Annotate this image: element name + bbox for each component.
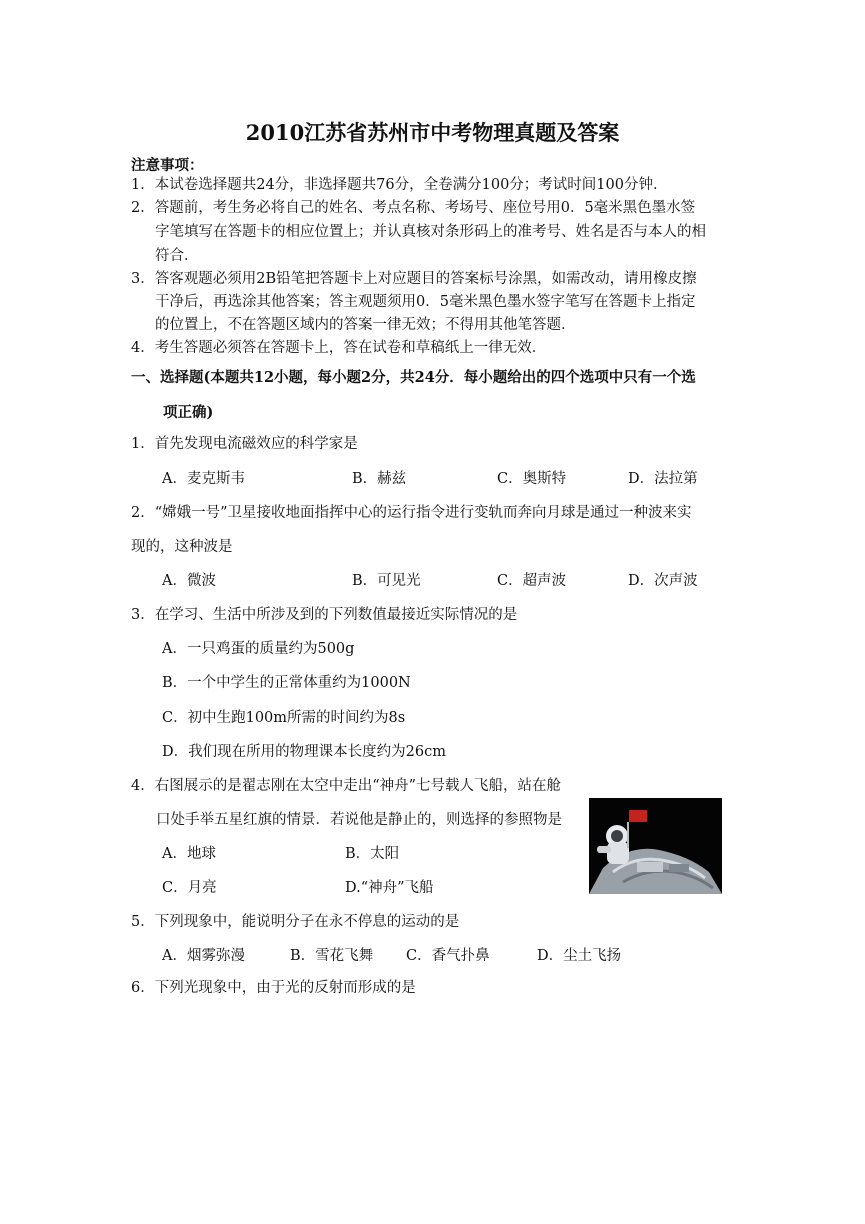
question-2-option-a: A．微波	[162, 573, 216, 589]
question-5-option-b: B．雪花飞舞	[290, 948, 374, 964]
section-heading-line-2: 项正确)	[163, 404, 214, 421]
question-4-option-d: D.“神舟”飞船	[345, 880, 434, 896]
question-5-option-d: D．尘土飞扬	[537, 948, 622, 964]
question-2-option-b: B．可见光	[352, 573, 421, 589]
question-5-option-c: C．香气扑鼻	[406, 948, 490, 964]
question-1-stem: 1．首先发现电流磁效应的科学家是	[131, 436, 358, 452]
notice-item-3-line-2: 干净后，再选涂其他答案；答主观题须用0．5毫米黑色墨水签字笔写在答题卡上指定	[155, 294, 696, 310]
question-3-option-d: D．我们现在所用的物理课本长度约为26cm	[162, 744, 446, 760]
question-4-stem-line-1: 4．右图展示的是翟志刚在太空中走出“神舟”七号载人飞船，站在舱	[131, 778, 562, 794]
question-2-stem-line-1: 2．“嫦娥一号”卫星接收地面指挥中心的运行指令进行变轨而奔向月球是通过一种波来实	[131, 505, 692, 521]
notice-item-4: 4．考生答题必须答在答题卡上，答在试卷和草稿纸上一律无效．	[131, 340, 547, 356]
question-6-stem: 6．下列光现象中，由于光的反射而形成的是	[131, 980, 416, 996]
question-3-option-b: B．一个中学生的正常体重约为1000N	[162, 675, 411, 691]
question-4-option-b: B．太阳	[345, 846, 400, 862]
question-2-stem-line-2: 现的，这种波是	[131, 539, 233, 555]
notice-heading: 注意事项：	[131, 157, 204, 174]
question-1-option-d: D．法拉第	[628, 471, 698, 487]
question-4-option-a: A．地球	[162, 846, 216, 862]
astronaut-spacewalk-image	[589, 798, 722, 894]
question-1-option-c: C．奥斯特	[497, 471, 567, 487]
notice-item-1: 1．本试卷选择题共24分，非选择题共76分，全卷满分100分；考试时间100分钟．	[131, 177, 668, 193]
question-3-option-c: C．初中生跑100m所需的时间约为8s	[162, 710, 406, 726]
question-2-option-c: C．超声波	[497, 573, 567, 589]
question-5-stem: 5．下列现象中，能说明分子在永不停息的运动的是	[131, 914, 460, 930]
question-5-option-a: A．烟雾弥漫	[162, 948, 245, 964]
page-title: 2010江苏省苏州市中考物理真题及答案	[245, 120, 620, 145]
notice-item-2-line-1: 2．答题前，考生务必将自己的姓名、考点名称、考场号、座位号用0．5毫米黑色墨水签	[131, 200, 696, 216]
notice-item-2-line-2: 字笔填写在答题卡的相应位置上；并认真核对条形码上的准考号、姓名是否与本人的相	[155, 224, 706, 240]
notice-item-3-line-3: 的位置上，不在答题区域内的答案一律无效；不得用其他笔答题．	[155, 317, 576, 333]
question-2-option-d: D．次声波	[628, 573, 698, 589]
question-4-option-c: C．月亮	[162, 880, 217, 896]
question-4-stem-line-2: 口处手举五星红旗的情景．若说他是静止的，则选择的参照物是	[156, 812, 562, 828]
section-heading-line-1: 一、选择题(本题共12小题，每小题2分，共24分．每小题给出的四个选项中只有一个选	[131, 369, 696, 386]
notice-item-3-line-1: 3．答客观题必须用2B铅笔把答题卡上对应题目的答案标号涂黑，如需改动，请用橡皮擦	[131, 271, 697, 287]
question-3-stem: 3．在学习、生活中所涉及到的下列数值最接近实际情况的是	[131, 607, 518, 623]
question-1-option-b: B．赫兹	[352, 471, 407, 487]
notice-item-2-line-3: 符合．	[155, 248, 199, 264]
question-3-option-a: A．一只鸡蛋的质量约为500g	[162, 641, 355, 657]
question-1-option-a: A．麦克斯韦	[162, 471, 245, 487]
